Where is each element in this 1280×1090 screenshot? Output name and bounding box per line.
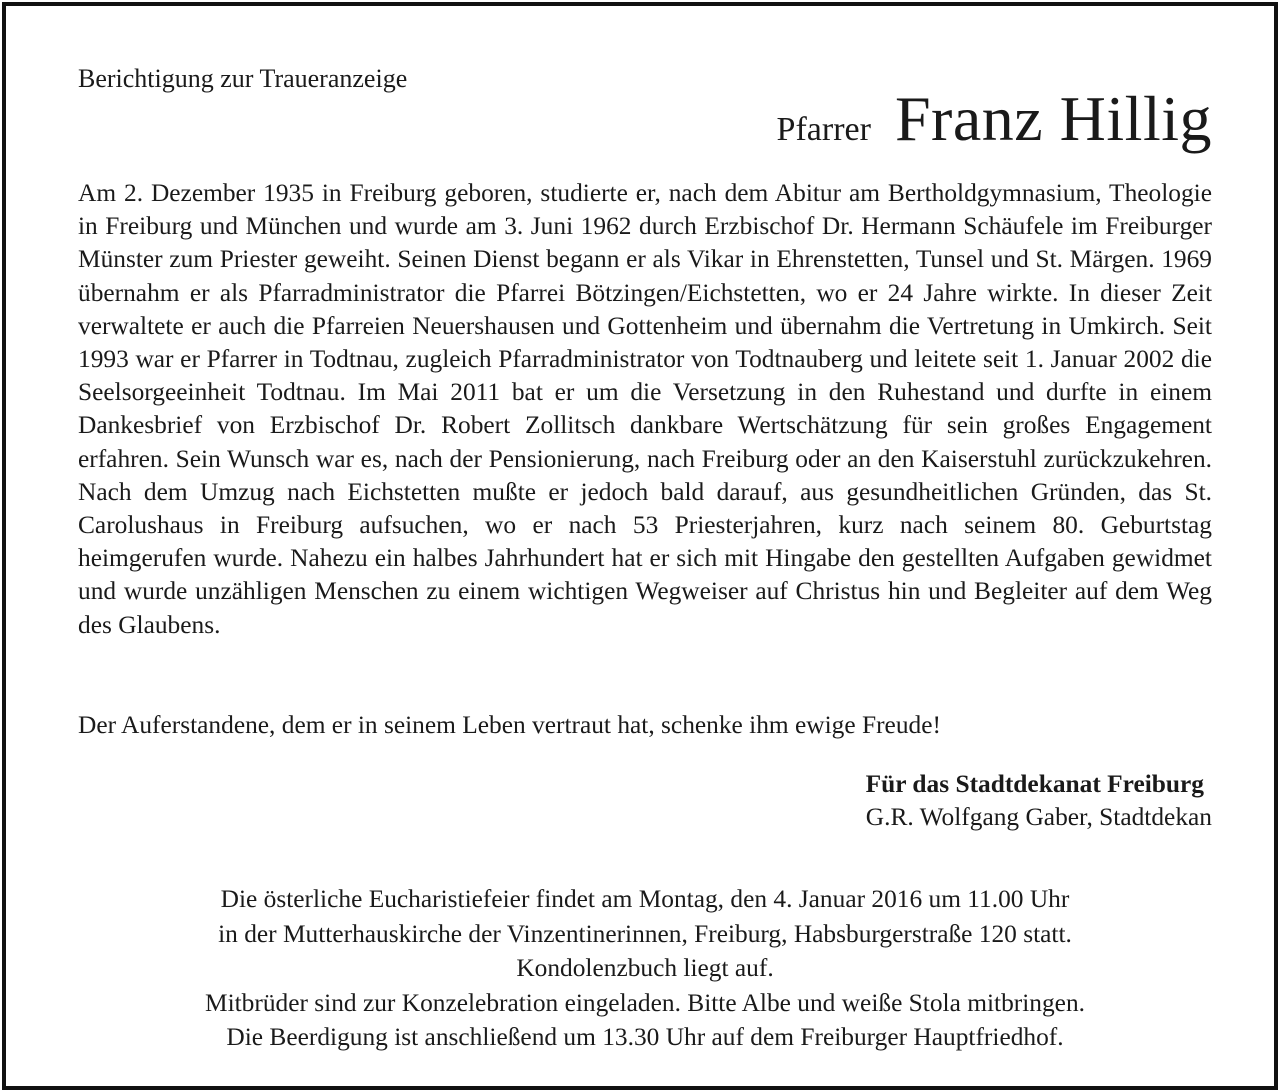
signature-person: G.R. Wolfgang Gaber, Stadtdekan bbox=[865, 803, 1212, 831]
biography-paragraph: Am 2. Dezember 1935 in Freiburg geboren, studierte er, nach dem Abitur am Bertholdgymnasium, Theologie in Freiburg und München und wurde am 3. Juni 1962 durch Erzbischof Dr. Hermann Schäufele im Freiburger Münster zum Priester geweiht. Seinen Dienst begann er als Vikar in Ehrenstetten, Tunsel und St. Märgen. 1969 übernahm er als Pfarradministrator die Pfarrei Bötzingen/Eichstetten, wo er 24 Jahre wirkte. In dieser Zeit verwaltete er auch die Pfarreien Neuershausen und Gottenheim und übernahm die Vertretung in Umkirch. Seit 1993 war er Pfarrer in Todtnau, zugleich Pfarradministrator von Todtnauberg und leitete seit 1. Januar 2002 die Seelsorgeeinheit Todtnau. Im Mai 2011 bat er um die Versetzung in den Ruhestand und durfte in einem Dankesbrief von Erzbischof Dr. Robert Zollitsch dankbare Wertschätzung für sein großes Engagement erfahren. Sein Wunsch war es, nach der Pensionierung, nach Freiburg oder an den Kaiserstuhl zurückzukehren. Nach dem Umzug nach Eichstetten mußte er jedoch bald darauf, aus gesundheitlichen Gründen, das St. Carolushaus in Freiburg aufsuchen, wo er nach 53 Priesterjahren, kurz nach seinem 80. Geburtstag heimgerufen wurde. Nahezu ein halbes Jahrhundert hat er sich mit Hingabe den gestellten Aufgaben gewidmet und wurde unzähligen Menschen zu einem wichtigen Wegweiser auf Christus hin und Begleiter auf dem Weg des Glaubens. bbox=[78, 179, 1212, 639]
service-info-line: Mitbrüder sind zur Konzelebration eingeladen. Bitte Albe und weiße Stola mitbringen. bbox=[205, 988, 1085, 1017]
service-info-line: in der Mutterhauskirche der Vinzentinerinnen, Freiburg, Habsburgerstraße 120 statt. bbox=[218, 919, 1072, 948]
signature-organization: Für das Stadtdekanat Freiburg bbox=[865, 770, 1204, 798]
deceased-name: Franz Hillig bbox=[894, 83, 1212, 154]
closing-blessing: Der Auferstandene, dem er in seinem Leben vertraut hat, schenke ihm ewige Freude! bbox=[78, 711, 941, 739]
signature-block bbox=[866, 768, 1212, 834]
deceased-name-line bbox=[777, 82, 1212, 156]
service-info-line: Kondolenzbuch liegt auf. bbox=[516, 954, 774, 983]
obituary-notice-frame bbox=[2, 2, 1278, 1090]
correction-label: Berichtigung zur Traueranzeige bbox=[78, 64, 408, 93]
title-prefix: Pfarrer bbox=[776, 111, 871, 148]
service-information bbox=[78, 882, 1212, 1055]
service-info-line: Die österliche Eucharistiefeier findet am Montag, den 4. Januar 2016 um 11.00 Uhr bbox=[220, 885, 1070, 913]
service-info-line: Die Beerdigung ist anschließend um 13.30 Uhr auf dem Freiburger Hauptfriedhof. bbox=[226, 1023, 1064, 1052]
